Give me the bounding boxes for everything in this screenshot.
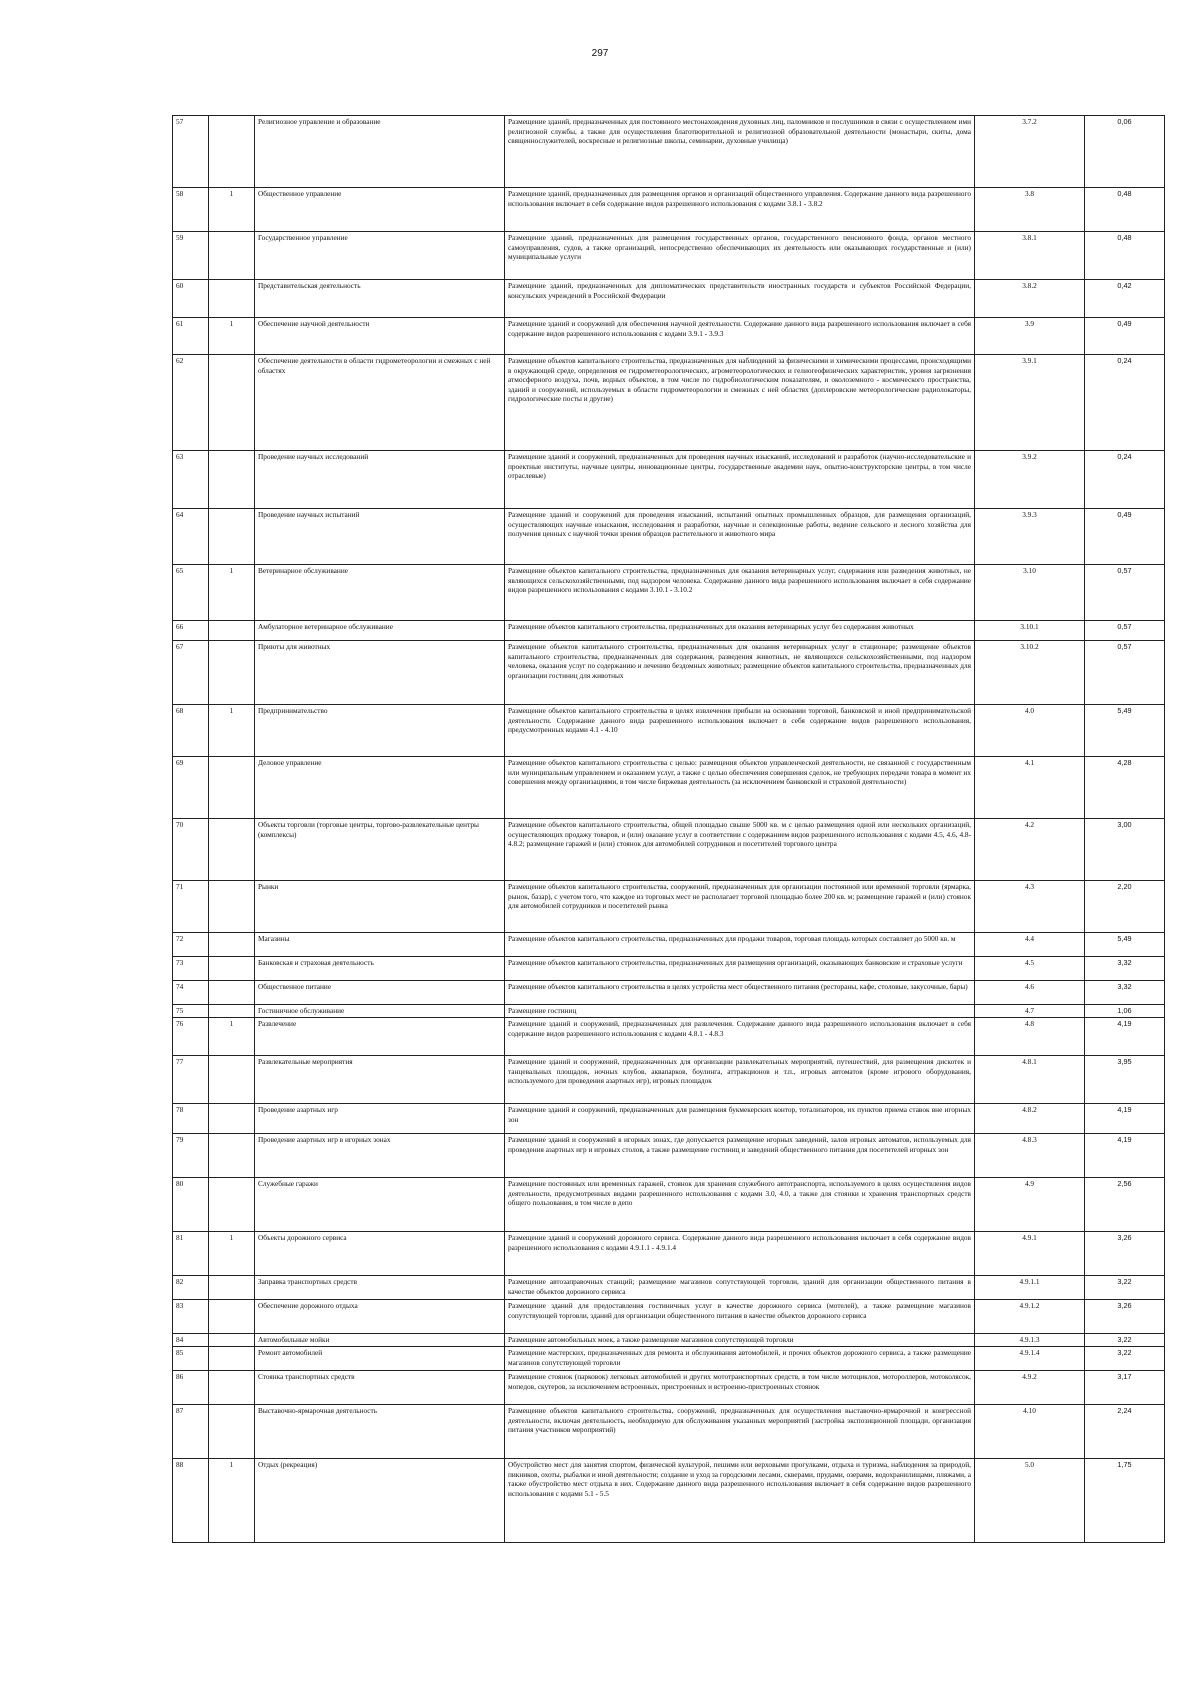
coefficient-value: 3,22	[1085, 1334, 1165, 1347]
table-row	[173, 1347, 1165, 1371]
table-row	[173, 1459, 1165, 1543]
row-level	[209, 757, 255, 819]
row-number: 79	[173, 1134, 209, 1178]
land-use-description: Размещение объектов капитального строительства с целью: размещения объектов управленческой деятельности, не связанной с государственным или муниципальным управлением и оказанием услуг, а также с целью обеспечения совершения сделок, не требующих передачи товара в момент их совершения между организациями, в том числе биржевая деятельность (за исключением банковской и страховой деятельности)	[505, 757, 975, 819]
land-use-code: 3.9	[975, 318, 1085, 355]
coefficient-value: 3,26	[1085, 1300, 1165, 1334]
land-use-name: Автомобильные мойки	[255, 1334, 505, 1347]
table-row	[173, 565, 1165, 621]
land-use-name: Обеспечение научной деятельности	[255, 318, 505, 355]
land-use-description: Размещение зданий и сооружений, предназначенных для организации развлекательных мероприятий, путешествий, для размещения дискотек и танцевальных площадок, ночных клубов, аквапарков, боулинга, аттракционов и т.п., игровых автоматов (кроме игрового оборудования, используемого для проведения азартных игр), игровых площадок	[505, 1056, 975, 1104]
row-number: 77	[173, 1056, 209, 1104]
land-use-code: 4.2	[975, 819, 1085, 881]
land-use-name: Проведение азартных игр в игорных зонах	[255, 1134, 505, 1178]
coefficient-value: 0,48	[1085, 188, 1165, 232]
land-use-name: Развлечение	[255, 1018, 505, 1056]
table-row	[173, 1276, 1165, 1300]
row-level	[209, 1178, 255, 1232]
land-use-code: 4.8.3	[975, 1134, 1085, 1178]
table-row	[173, 355, 1165, 451]
row-number: 64	[173, 509, 209, 565]
row-number: 83	[173, 1300, 209, 1334]
land-use-name: Проведение научных исследований	[255, 451, 505, 509]
land-use-name: Обеспечение деятельности в области гидрометеорологии и смежных с ней областях	[255, 355, 505, 451]
land-use-description: Размещение зданий и сооружений, предназначенных для проведения научных изысканий, исследований и разработок (научно-исследовательские и проектные институты, научные центры, инновационные центры, государственные академии наук, опытно-конструкторские центры, в том числе отраслевые)	[505, 451, 975, 509]
land-use-description: Размещение объектов капитального строительства в целях устройства мест общественного питания (рестораны, кафе, столовые, закусочные, бары)	[505, 981, 975, 1005]
row-level	[209, 933, 255, 957]
land-use-description: Размещение зданий и сооружений, предназначенных для развлечения. Содержание данного вида разрешенного использования включает в себя содержание видов разрешенного использования с кодами 4.8.1 - 4.8.3	[505, 1018, 975, 1056]
table-row	[173, 981, 1165, 1005]
land-use-description: Размещение постоянных или временных гаражей, стоянок для хранения служебного автотранспорта, используемого в целях осуществления видов деятельности, предусмотренных видами разрешенного использования с кодами 3.0, 4.0, а также для стоянки и хранения транспортных средств общего пользования, в том числе в депо	[505, 1178, 975, 1232]
table-body	[173, 116, 1165, 1543]
row-level	[209, 1300, 255, 1334]
coefficient-value: 0,49	[1085, 509, 1165, 565]
coefficient-value: 1,75	[1085, 1459, 1165, 1543]
land-use-description: Размещение автомобильных моек, а также размещение магазинов сопутствующей торговли	[505, 1334, 975, 1347]
land-use-code: 4.9.1.4	[975, 1347, 1085, 1371]
row-level	[209, 641, 255, 705]
land-use-code: 4.6	[975, 981, 1085, 1005]
land-use-code: 4.9.1.3	[975, 1334, 1085, 1347]
land-use-name: Ремонт автомобилей	[255, 1347, 505, 1371]
land-use-code: 3.9.3	[975, 509, 1085, 565]
land-use-name: Проведение научных испытаний	[255, 509, 505, 565]
land-use-name: Деловое управление	[255, 757, 505, 819]
row-level: 1	[209, 318, 255, 355]
row-number: 57	[173, 116, 209, 188]
land-use-description: Размещение автозаправочных станций; размещение магазинов сопутствующей торговли, зданий для организации общественного питания в качестве объектов дорожного сервиса	[505, 1276, 975, 1300]
land-use-code: 3.10.2	[975, 641, 1085, 705]
land-use-code: 4.3	[975, 881, 1085, 933]
coefficient-value: 3,32	[1085, 981, 1165, 1005]
coefficient-value: 3,17	[1085, 1371, 1165, 1405]
row-number: 69	[173, 757, 209, 819]
row-level	[209, 1405, 255, 1459]
land-use-code: 4.0	[975, 705, 1085, 757]
land-use-name: Служебные гаражи	[255, 1178, 505, 1232]
land-use-description: Размещение объектов капитального строительства в целях извлечения прибыли на основании торговой, банковской и иной предпринимательской деятельности. Содержание данного вида разрешенного использования включает в себя содержание видов разрешенного использования, предусмотренных кодами 4.1 - 4.10	[505, 705, 975, 757]
land-use-description: Размещение стоянок (парковок) легковых автомобилей и других мототранспортных средств, в том числе мотоциклов, мотороллеров, мотоколясок, мопедов, скутеров, за исключением встроенных, пристроенных и встроенно-пристроенных стоянок	[505, 1371, 975, 1405]
land-use-code: 4.9.1.2	[975, 1300, 1085, 1334]
row-level	[209, 819, 255, 881]
row-number: 82	[173, 1276, 209, 1300]
table-row	[173, 116, 1165, 188]
coefficient-value: 4,19	[1085, 1134, 1165, 1178]
coefficient-value: 2,20	[1085, 881, 1165, 933]
land-use-description: Размещение мастерских, предназначенных для ремонта и обслуживания автомобилей, и прочих объектов дорожного сервиса, а также размещение магазинов сопутствующей торговли	[505, 1347, 975, 1371]
land-use-description: Размещение зданий и сооружений для проведения изысканий, испытаний опытных промышленных образцов, для размещения организаций, осуществляющих научные изыскания, исследования и разработки, научные и селекционные работы, ведение сельского и лесного хозяйства для получения ценных с научной точки зрения образцов растительного и животного мира	[505, 509, 975, 565]
land-use-name: Магазины	[255, 933, 505, 957]
coefficient-value: 3,32	[1085, 957, 1165, 981]
row-level	[209, 881, 255, 933]
row-level: 1	[209, 1459, 255, 1543]
land-use-description: Размещение зданий и сооружений, предназначенных для размещения букмекерских контор, тотализаторов, их пунктов приема ставок вне игорных зон	[505, 1104, 975, 1134]
land-use-name: Государственное управление	[255, 232, 505, 280]
row-number: 65	[173, 565, 209, 621]
land-use-description: Размещение зданий и сооружений для обеспечения научной деятельности. Содержание данного вида разрешенного использования включает в себя содержание видов разрешенного использования с кодами 3.9.1 - 3.9.3	[505, 318, 975, 355]
land-use-description: Размещение зданий и сооружений в игорных зонах, где допускается размещение игорных заведений, залов игровых автоматов, используемых для проведения азартных игр и игровых столов, а также размещение гостиниц и заведений общественного питания для посетителей игорных зон	[505, 1134, 975, 1178]
table-row	[173, 957, 1165, 981]
coefficient-value: 3,22	[1085, 1276, 1165, 1300]
table-row	[173, 621, 1165, 641]
row-level	[209, 1104, 255, 1134]
land-use-code: 4.5	[975, 957, 1085, 981]
land-use-code: 4.8.1	[975, 1056, 1085, 1104]
row-level	[209, 1371, 255, 1405]
row-number: 62	[173, 355, 209, 451]
land-use-description: Обустройство мест для занятия спортом, физической культурой, пешими или верховыми прогулками, отдыха и туризма, наблюдения за природой, пикников, охоты, рыбалки и иной деятельности; создание и уход за городскими лесами, скверами, прудами, озерами, водохранилищами, пляжами, а также обустройство мест отдыха в них. Содержание данного вида разрешенного использования включает в себя содержание видов разрешенного использования с кодами 5.1 - 5.5	[505, 1459, 975, 1543]
land-use-name: Рынки	[255, 881, 505, 933]
land-use-code: 3.10	[975, 565, 1085, 621]
land-use-code: 3.10.1	[975, 621, 1085, 641]
table-row	[173, 318, 1165, 355]
row-level	[209, 957, 255, 981]
coefficient-value: 0,06	[1085, 116, 1165, 188]
land-use-name: Обеспечение дорожного отдыха	[255, 1300, 505, 1334]
land-use-code: 4.9	[975, 1178, 1085, 1232]
table-row	[173, 280, 1165, 318]
land-use-code: 3.9.1	[975, 355, 1085, 451]
land-use-code: 4.9.2	[975, 1371, 1085, 1405]
land-use-description: Размещение объектов капитального строительства, предназначенных для оказания ветеринарных услуг, содержания или разведения животных, не являющихся сельскохозяйственными, под надзором человека. Содержание данного вида разрешенного использования включает в себя содержание видов разрешенного использования с кодами 3.10.1 - 3.10.2	[505, 565, 975, 621]
table-row	[173, 641, 1165, 705]
land-use-name: Общественное управление	[255, 188, 505, 232]
row-number: 63	[173, 451, 209, 509]
table-row	[173, 881, 1165, 933]
coefficient-value: 0,49	[1085, 318, 1165, 355]
row-number: 74	[173, 981, 209, 1005]
table-row	[173, 232, 1165, 280]
land-use-description: Размещение зданий, предназначенных для размещения государственных органов, государственного пенсионного фонда, органов местного самоуправления, судов, а также организаций, непосредственно обеспечивающих их деятельность или оказывающих государственные и (или) муниципальные услуги	[505, 232, 975, 280]
land-use-description: Размещение объектов капитального строительства, предназначенных для продажи товаров, торговая площадь которых составляет до 5000 кв. м	[505, 933, 975, 957]
row-number: 67	[173, 641, 209, 705]
table-row	[173, 1300, 1165, 1334]
land-use-name: Представительская деятельность	[255, 280, 505, 318]
land-use-code: 4.4	[975, 933, 1085, 957]
table-row	[173, 819, 1165, 881]
row-number: 71	[173, 881, 209, 933]
row-number: 70	[173, 819, 209, 881]
table-row	[173, 509, 1165, 565]
land-use-description: Размещение зданий и сооружений дорожного сервиса. Содержание данного вида разрешенного использования включает в себя содержание видов разрешенного использования с кодами 4.9.1.1 - 4.9.1.4	[505, 1232, 975, 1276]
land-use-description: Размещение объектов капитального строительства, предназначенных для оказания ветеринарных услуг без содержания животных	[505, 621, 975, 641]
row-number: 73	[173, 957, 209, 981]
row-level	[209, 621, 255, 641]
land-use-description: Размещение зданий, предназначенных для размещения органов и организаций общественного управления. Содержание данного вида разрешенного использования включает в себя содержание видов разрешенного использования с кодами 3.8.1 - 3.8.2	[505, 188, 975, 232]
row-level	[209, 355, 255, 451]
land-use-code: 3.7.2	[975, 116, 1085, 188]
row-level: 1	[209, 1232, 255, 1276]
table-row	[173, 451, 1165, 509]
land-use-code: 4.9.1.1	[975, 1276, 1085, 1300]
row-number: 61	[173, 318, 209, 355]
land-use-name: Объекты дорожного сервиса	[255, 1232, 505, 1276]
coefficient-value: 2,56	[1085, 1178, 1165, 1232]
land-use-table	[172, 115, 1165, 1543]
land-use-description: Размещение зданий, предназначенных для дипломатических представительств иностранных государств и субъектов Российской Федерации, консульских учреждений в Российской Федерации	[505, 280, 975, 318]
row-number: 84	[173, 1334, 209, 1347]
row-number: 59	[173, 232, 209, 280]
table-row	[173, 757, 1165, 819]
table-row	[173, 705, 1165, 757]
land-use-description: Размещение объектов капитального строительства, предназначенных для наблюдений за физическими и химическими процессами, происходящими в окружающей среде, определения ее гидрометеорологических, агрометеорологических и гелиогеофизических характеристик, уровня загрязнения атмосферного воздуха, почв, водных объектов, в том числе по гидробиологическим показателям, и околоземного - космического пространства, зданий и сооружений, используемых в области гидрометеорологии и смежных с ней областях (доплеровские метеорологические радиолокаторы, гидрологические посты и другие)	[505, 355, 975, 451]
land-use-code: 4.8	[975, 1018, 1085, 1056]
land-use-name: Ветеринарное обслуживание	[255, 565, 505, 621]
row-level	[209, 1056, 255, 1104]
land-use-description: Размещение зданий, предназначенных для постоянного местонахождения духовных лиц, паломников и послушников в связи с осуществлением ими религиозной службы, а также для осуществления благотворительной и религиозной образовательной деятельности (монастыри, скиты, дома священнослужителей, воскресные и религиозные школы, семинарии, духовные училища)	[505, 116, 975, 188]
table-row	[173, 1371, 1165, 1405]
coefficient-value: 4,28	[1085, 757, 1165, 819]
row-level	[209, 509, 255, 565]
land-use-name: Гостиничное обслуживание	[255, 1005, 505, 1018]
coefficient-value: 0,24	[1085, 355, 1165, 451]
land-use-code: 4.1	[975, 757, 1085, 819]
coefficient-value: 3,00	[1085, 819, 1165, 881]
coefficient-value: 4,19	[1085, 1104, 1165, 1134]
row-number: 75	[173, 1005, 209, 1018]
coefficient-value: 0,57	[1085, 565, 1165, 621]
land-use-code: 4.8.2	[975, 1104, 1085, 1134]
land-use-code: 4.7	[975, 1005, 1085, 1018]
row-level	[209, 1334, 255, 1347]
row-number: 80	[173, 1178, 209, 1232]
land-use-name: Предпринимательство	[255, 705, 505, 757]
land-use-code: 4.9.1	[975, 1232, 1085, 1276]
table-row	[173, 1334, 1165, 1347]
page-number: 297	[591, 48, 609, 59]
row-level	[209, 232, 255, 280]
row-level	[209, 116, 255, 188]
land-use-name: Банковская и страховая деятельность	[255, 957, 505, 981]
land-use-name: Амбулаторное ветеринарное обслуживание	[255, 621, 505, 641]
coefficient-value: 0,24	[1085, 451, 1165, 509]
row-level	[209, 981, 255, 1005]
land-use-code: 3.8.2	[975, 280, 1085, 318]
row-number: 78	[173, 1104, 209, 1134]
land-use-code: 4.10	[975, 1405, 1085, 1459]
table-row	[173, 1104, 1165, 1134]
land-use-name: Заправка транспортных средств	[255, 1276, 505, 1300]
land-use-name: Выставочно-ярмарочная деятельность	[255, 1405, 505, 1459]
row-level	[209, 451, 255, 509]
table-row	[173, 1134, 1165, 1178]
row-level	[209, 280, 255, 318]
table-row	[173, 1178, 1165, 1232]
row-level	[209, 1005, 255, 1018]
coefficient-value: 5,49	[1085, 933, 1165, 957]
land-use-description: Размещение объектов капитального строительства, предназначенных для оказания ветеринарных услуг в стационаре; размещение объектов капитального строительства, предназначенных для содержания, разведения животных, не являющихся сельскохозяйственными, под надзором человека, оказания услуг по содержанию и лечению бездомных животных; размещение объектов капитального строительства, предназначенных для организации гостиниц для животных	[505, 641, 975, 705]
land-use-name: Развлекательные мероприятия	[255, 1056, 505, 1104]
land-use-description: Размещение гостиниц	[505, 1005, 975, 1018]
land-use-name: Приюты для животных	[255, 641, 505, 705]
land-use-name: Общественное питание	[255, 981, 505, 1005]
row-number: 85	[173, 1347, 209, 1371]
table-row	[173, 1005, 1165, 1018]
row-number: 68	[173, 705, 209, 757]
row-number: 81	[173, 1232, 209, 1276]
coefficient-value: 2,24	[1085, 1405, 1165, 1459]
land-use-code: 5.0	[975, 1459, 1085, 1543]
land-use-description: Размещение объектов капитального строительства, сооружений, предназначенных для осуществления выставочно-ярмарочной и конгрессной деятельности, включая деятельность, необходимую для обслуживания указанных мероприятий (застройка экспозиционной площади, организация питания участников мероприятий)	[505, 1405, 975, 1459]
land-use-description: Размещение зданий для предоставления гостиничных услуг в качестве дорожного сервиса (мотелей), а также размещение магазинов сопутствующей торговли, зданий для организации общественного питания в качестве объектов дорожного сервиса	[505, 1300, 975, 1334]
row-number: 87	[173, 1405, 209, 1459]
land-use-code: 3.9.2	[975, 451, 1085, 509]
coefficient-value: 3,95	[1085, 1056, 1165, 1104]
land-use-code: 3.8	[975, 188, 1085, 232]
table-row	[173, 1232, 1165, 1276]
table-row	[173, 1405, 1165, 1459]
table-row	[173, 1018, 1165, 1056]
land-use-description: Размещение объектов капитального строительства, общей площадью свыше 5000 кв. м с целью размещения одной или нескольких организаций, осуществляющих продажу товаров, и (или) оказание услуг в соответствии с содержанием видов разрешенного использования с кодами 4.5, 4.6, 4.8- 4.8.2; размещение гаражей и (или) стоянок для автомобилей сотрудников и посетителей торгового центра	[505, 819, 975, 881]
row-level	[209, 1276, 255, 1300]
row-number: 72	[173, 933, 209, 957]
row-level	[209, 1134, 255, 1178]
row-number: 66	[173, 621, 209, 641]
row-level: 1	[209, 565, 255, 621]
row-number: 60	[173, 280, 209, 318]
land-use-name: Проведение азартных игр	[255, 1104, 505, 1134]
row-level: 1	[209, 705, 255, 757]
row-number: 86	[173, 1371, 209, 1405]
row-level: 1	[209, 1018, 255, 1056]
table-row	[173, 188, 1165, 232]
coefficient-value: 3,22	[1085, 1347, 1165, 1371]
coefficient-value: 1,06	[1085, 1005, 1165, 1018]
coefficient-value: 0,57	[1085, 621, 1165, 641]
row-level	[209, 1347, 255, 1371]
coefficient-value: 3,26	[1085, 1232, 1165, 1276]
land-use-name: Объекты торговли (торговые центры, торгово-развлекательные центры (комплексы)	[255, 819, 505, 881]
row-number: 88	[173, 1459, 209, 1543]
row-level: 1	[209, 188, 255, 232]
coefficient-value: 0,57	[1085, 641, 1165, 705]
land-use-description: Размещение объектов капитального строительства, сооружений, предназначенных для организации постоянной или временной торговли (ярмарка, рынок, базар), с учетом того, что каждое из торговых мест не располагает торговой площадью более 200 кв. м; размещение гаражей и (или) стоянок для автомобилей сотрудников и посетителей рынка	[505, 881, 975, 933]
table-row	[173, 933, 1165, 957]
coefficient-value: 0,42	[1085, 280, 1165, 318]
land-use-code: 3.8.1	[975, 232, 1085, 280]
coefficient-value: 0,48	[1085, 232, 1165, 280]
coefficient-value: 5,49	[1085, 705, 1165, 757]
row-number: 58	[173, 188, 209, 232]
land-use-name: Религиозное управление и образование	[255, 116, 505, 188]
row-number: 76	[173, 1018, 209, 1056]
coefficient-value: 4,19	[1085, 1018, 1165, 1056]
land-use-name: Стоянка транспортных средств	[255, 1371, 505, 1405]
table-row	[173, 1056, 1165, 1104]
land-use-description: Размещение объектов капитального строительства, предназначенных для размещения организаций, оказывающих банковские и страховые услуги	[505, 957, 975, 981]
land-use-name: Отдых (рекреация)	[255, 1459, 505, 1543]
